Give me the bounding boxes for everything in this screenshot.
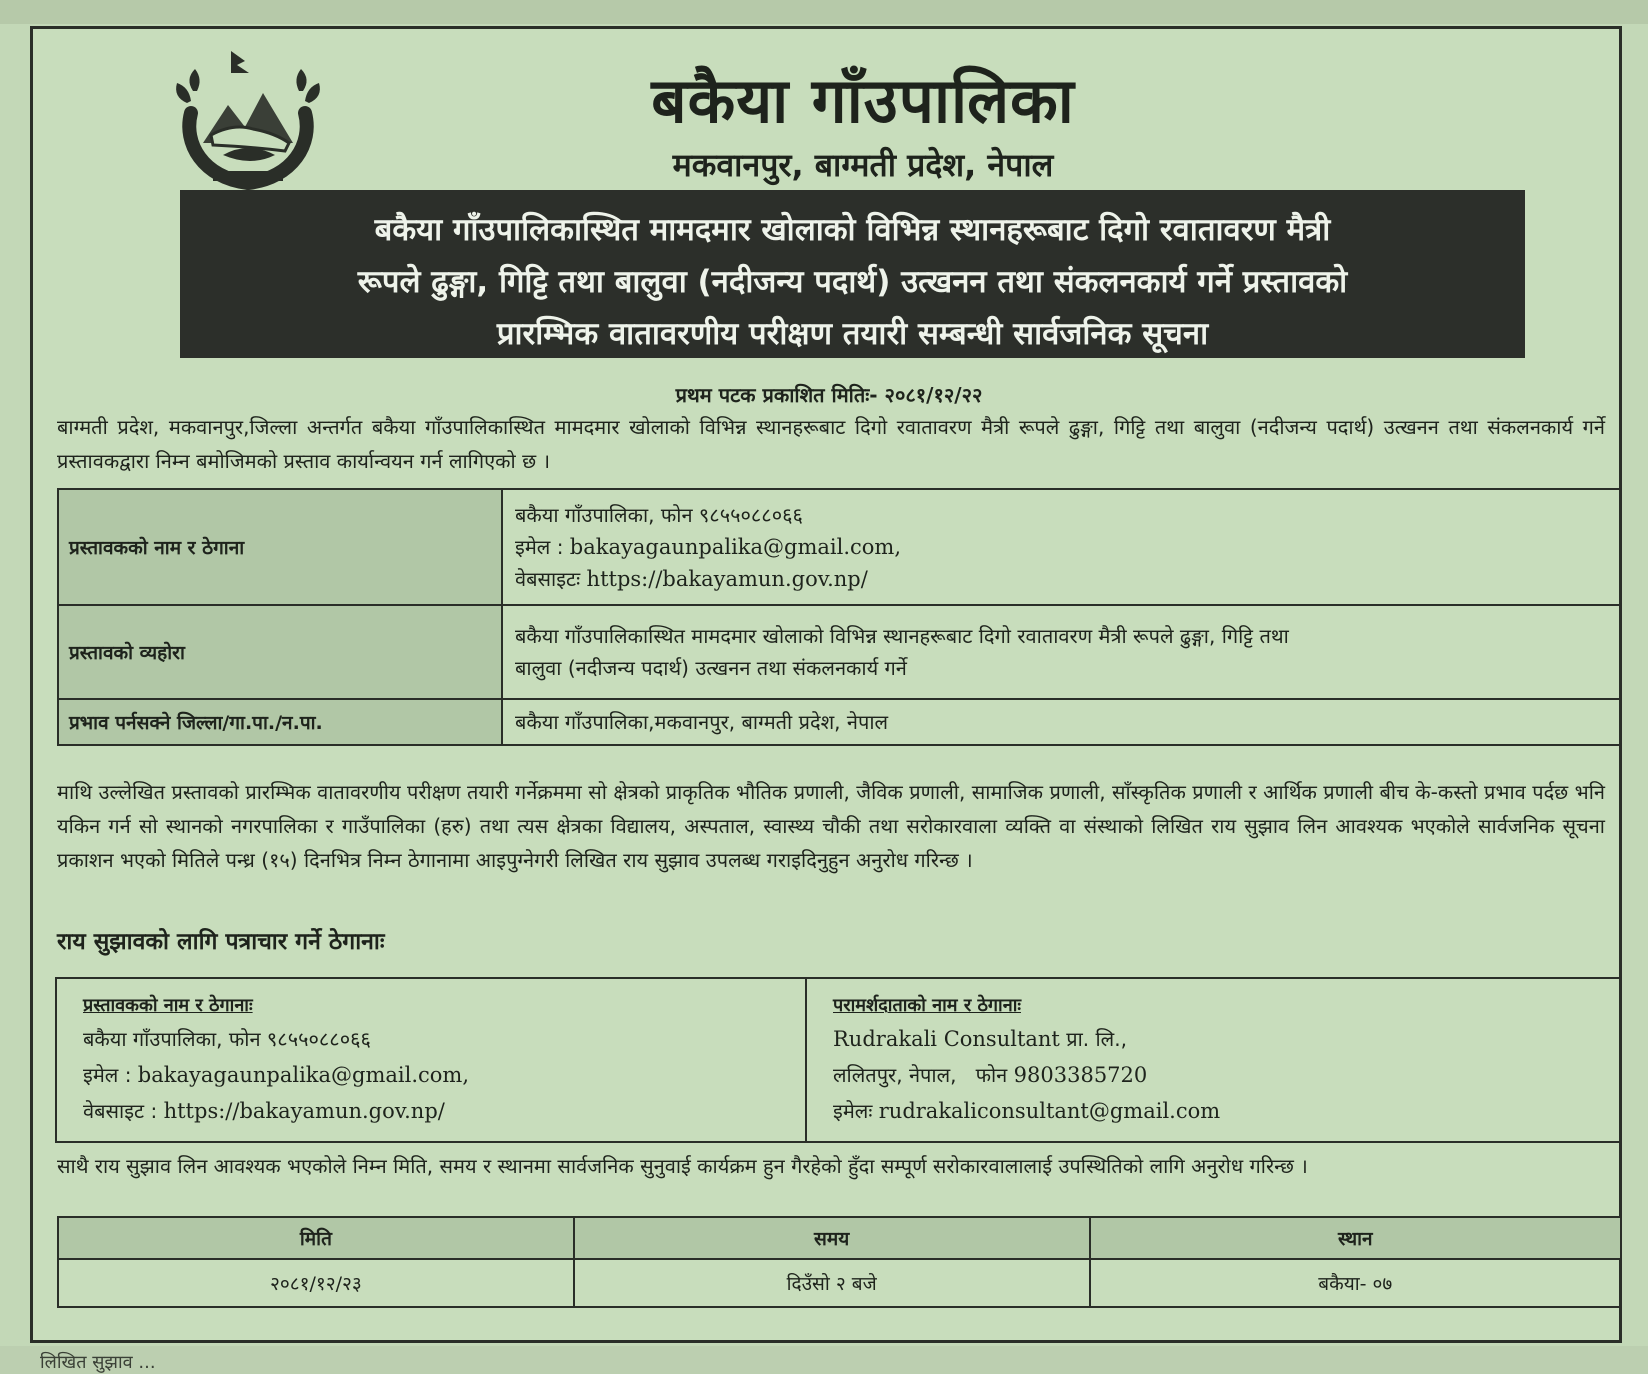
consultant-name-line xyxy=(833,1021,1594,1057)
email-prefix: इमेल : xyxy=(83,1063,138,1087)
table-header-row xyxy=(58,1217,1621,1259)
consultant-email-line xyxy=(833,1093,1594,1129)
banner-line-1: बकैया गाँउपालिकास्थित मामदमार खोलाको विभिन्न स्थानहरूबाट दिगो रवातावरण मैत्री xyxy=(374,212,1331,248)
website-prefix: वेबसाइटः xyxy=(515,567,587,591)
adjacent-article-strip xyxy=(0,1346,1648,1374)
notice-banner xyxy=(180,190,1525,358)
nepal-government-emblem-icon xyxy=(153,43,343,193)
affected-area: बकैया गाँउपालिका,मकवानपुर, बाग्मती प्रदेश, नेपाल xyxy=(502,699,1621,745)
banner-line-3: प्रारम्भिक वातावरणीय परीक्षण तयारी सम्बन्धी सार्वजनिक सूचना xyxy=(496,316,1209,352)
consultant-contact-title: परामर्शदाताको नाम र ठेगानाः xyxy=(833,995,1021,1016)
proposer-contact-email-line xyxy=(83,1057,779,1093)
proposal-subject xyxy=(502,605,1621,699)
proposal-subject-label: प्रस्तावको व्यहोरा xyxy=(58,605,502,699)
proposer-contact-web-line xyxy=(83,1093,779,1129)
consultant-address: ललितपुर, नेपाल, फोन xyxy=(833,1063,1014,1087)
page-title: बकैया गाँउपालिका xyxy=(651,64,1075,137)
consultant-name: Rudrakali Consultant xyxy=(833,1027,1060,1051)
consultant-address-line xyxy=(833,1057,1594,1093)
proposer-contact-name: बकैया गाँउपालिका, फोन ९८५५०८८०६६ xyxy=(83,1027,371,1051)
contact-box xyxy=(55,977,1622,1143)
website-prefix: वेबसाइट : xyxy=(83,1099,164,1123)
proposal-info-table xyxy=(57,488,1622,746)
table-row xyxy=(58,699,1621,745)
column-header-venue: स्थान xyxy=(1090,1217,1621,1259)
email-prefix: इमेल : xyxy=(515,535,570,559)
affected-area-label: प्रभाव पर्नसक्ने जिल्ला/गा.पा./न.पा. xyxy=(58,699,502,745)
banner-line-2: रूपले ढुङ्गा, गिट्टि तथा बालुवा (नदीजन्य पदार्थ) उत्खनन तथा संकलनकार्य गर्ने प्रस्तावको xyxy=(357,264,1348,300)
table-row xyxy=(58,489,1621,605)
column-header-date: मिति xyxy=(58,1217,574,1259)
column-header-time: समय xyxy=(574,1217,1090,1259)
hearing-time: दिउँसो २ बजे xyxy=(574,1259,1090,1307)
proposal-subject-line-1: बकैया गाँउपालिकास्थित मामदमार खोलाको विभिन्न स्थानहरूबाट दिगो रवातावरण मैत्री रूपले ढुङ्गा, गिट्टि तथा xyxy=(515,624,1289,648)
table-row xyxy=(58,1259,1621,1307)
proposer-email-line xyxy=(515,531,1608,563)
proposer-contact-title: प्रस्तावकको नाम र ठेगानाः xyxy=(83,995,253,1016)
table-row xyxy=(58,605,1621,699)
contact-heading: राय सुझावको लागि पत्राचार गर्ने ठेगानाः xyxy=(57,929,385,955)
paper-edge xyxy=(0,0,1648,24)
hearing-schedule-table xyxy=(57,1216,1622,1308)
proposer-name-phone: बकैया गाँउपालिका, फोन ९८५५०८८०६६ xyxy=(515,503,803,527)
email-prefix: इमेलः xyxy=(833,1099,879,1123)
hearing-venue: बकैया- ०७ xyxy=(1090,1259,1621,1307)
proposer-contact xyxy=(57,979,807,1141)
proposer-contact-email: bakayagaunpalika@gmail.com, xyxy=(137,1063,470,1087)
consultant-phone: 9803385720 xyxy=(1013,1063,1148,1087)
consultant-name-suffix: प्रा. लि., xyxy=(1059,1027,1127,1051)
proposer-details xyxy=(502,489,1621,605)
proposer-website: https://bakayamun.gov.np/ xyxy=(586,567,868,591)
proposal-subject-line-2: बालुवा (नदीजन्य पदार्थ) उत्खनन तथा संकलनकार्य गर्ने xyxy=(515,656,907,680)
consultant-email: rudrakaliconsultant@gmail.com xyxy=(878,1099,1221,1123)
proposer-email: bakayagaunpalika@gmail.com, xyxy=(569,535,902,559)
public-notice xyxy=(30,26,1622,1343)
page-subtitle: मकवानपुर, बाग्मती प्रदेश, नेपाल xyxy=(672,146,1054,184)
hearing-paragraph: साथै राय सुझाव लिन आवश्यक भएकोले निम्न मिति, समय र स्थानमा सार्वजनिक सुनुवाई कार्यक्रम हुन गैरहेको हुँदा सम्पूर्ण सरोकारवालालाई उपस्थितिको लागि अनुरोध गरिन्छ । xyxy=(57,1154,1308,1178)
body-paragraph: माथि उल्लेखित प्रस्तावको प्रारम्भिक वातावरणीय परीक्षण तयारी गर्नेक्रममा सो क्षेत्रको प्राकृतिक भौतिक प्रणाली, जैविक प्रणाली, सामाजिक प्रणाली, साँस्कृतिक प्रणाली र आर्थिक प्रणाली बीच के-कस्तो प्रभाव पर्दछ भनि यकिन गर्न सो स्थानको नगरपालिका र गाउँपालिका (हरु) तथा त्यस क्षेत्रका विद्यालय, अस्पताल, स्वास्थ्य चौकी तथा सरोकारवाला व्यक्ति वा संस्थाको लिखित राय सुझाव लिन आवश्यक भएकोले सार्वजनिक सूचना प्रकाशन भएको मितिले पन्ध्र (१५) दिनभित्र निम्न ठेगानामा आइपुग्नेगरी लिखित राय सुझाव उपलब्ध गराइदिनुहुन अनुरोध गरिन्छ । xyxy=(57,780,1605,872)
consultant-contact xyxy=(807,979,1620,1141)
proposer-contact-website: https://bakayamun.gov.np/ xyxy=(163,1099,445,1123)
proposer-website-line xyxy=(515,563,1608,595)
publish-date: प्रथम पटक प्रकाशित मितिः- २०८१/१२/२२ xyxy=(675,383,983,407)
footer-fragment: लिखित सुझाव ... xyxy=(40,1352,156,1373)
proposer-label: प्रस्तावकको नाम र ठेगाना xyxy=(58,489,502,605)
hearing-date: २०८१/१२/२३ xyxy=(58,1259,574,1307)
intro-paragraph: बाग्मती प्रदेश, मकवानपुर,जिल्ला अन्तर्गत बकैया गाँउपालिकास्थित मामदमार खोलाको विभिन्न स्थानहरूबाट दिगो रवातावरण मैत्री रूपले ढुङ्गा, गिट्टि तथा बालुवा (नदीजन्य पदार्थ) उत्खनन तथा संकलनकार्य गर्ने प्रस्तावकद्वारा निम्न बमोजिमको प्रस्ताव कार्यान्वयन गर्न लागिएको छ । xyxy=(57,415,1605,473)
